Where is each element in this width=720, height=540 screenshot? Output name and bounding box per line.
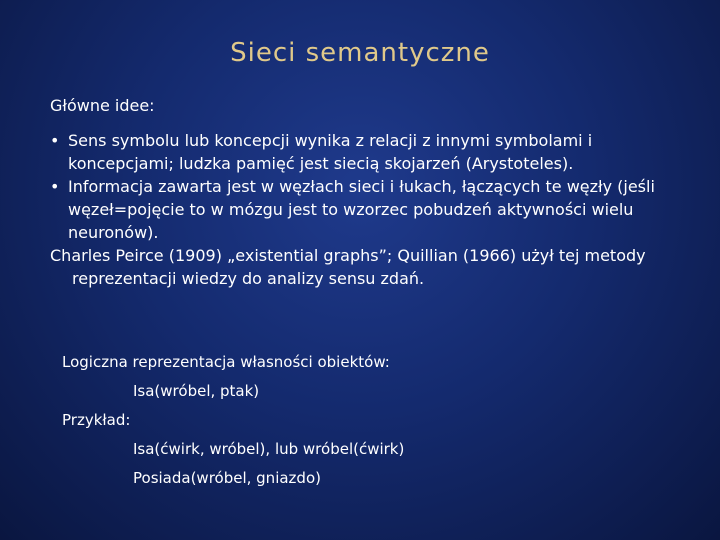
example-line: Posiada(wróbel, gniazdo) xyxy=(133,469,321,487)
slide-content xyxy=(50,94,700,290)
bullet-mark: • xyxy=(50,131,60,150)
example-line: Isa(ćwirk, wróbel), lub wróbel(ćwirk) xyxy=(133,440,405,458)
bullet-item xyxy=(50,175,700,244)
example-line: Logiczna reprezentacja własności obiektów: xyxy=(62,353,390,371)
bullet-text: Sens symbolu lub koncepcji wynika z relacji z innymi symbolami i koncepcjami; ludzka pamięć jest siecią skojarzeń (Arystoteles). xyxy=(68,131,593,173)
bullet-mark: • xyxy=(50,177,60,196)
bullet-item xyxy=(50,129,700,175)
history-paragraph: Charles Peirce (1909) „existential graphs”; Quillian (1966) użył tej metody reprezentacji wiedzy do analizy sensu zdań. xyxy=(50,246,646,288)
slide-title: Sieci semantyczne xyxy=(230,38,490,68)
main-ideas-heading: Główne idee: xyxy=(50,96,155,115)
example-line: Isa(wróbel, ptak) xyxy=(133,382,260,400)
example-line: Przykład: xyxy=(62,411,131,429)
bullet-text: Informacja zawarta jest w węzłach sieci i łukach, łączących te węzły (jeśli węzeł=pojęcie to w mózgu jest to wzorzec pobudzeń aktywności wielu neuronów). xyxy=(68,177,655,242)
example-block xyxy=(62,348,662,493)
